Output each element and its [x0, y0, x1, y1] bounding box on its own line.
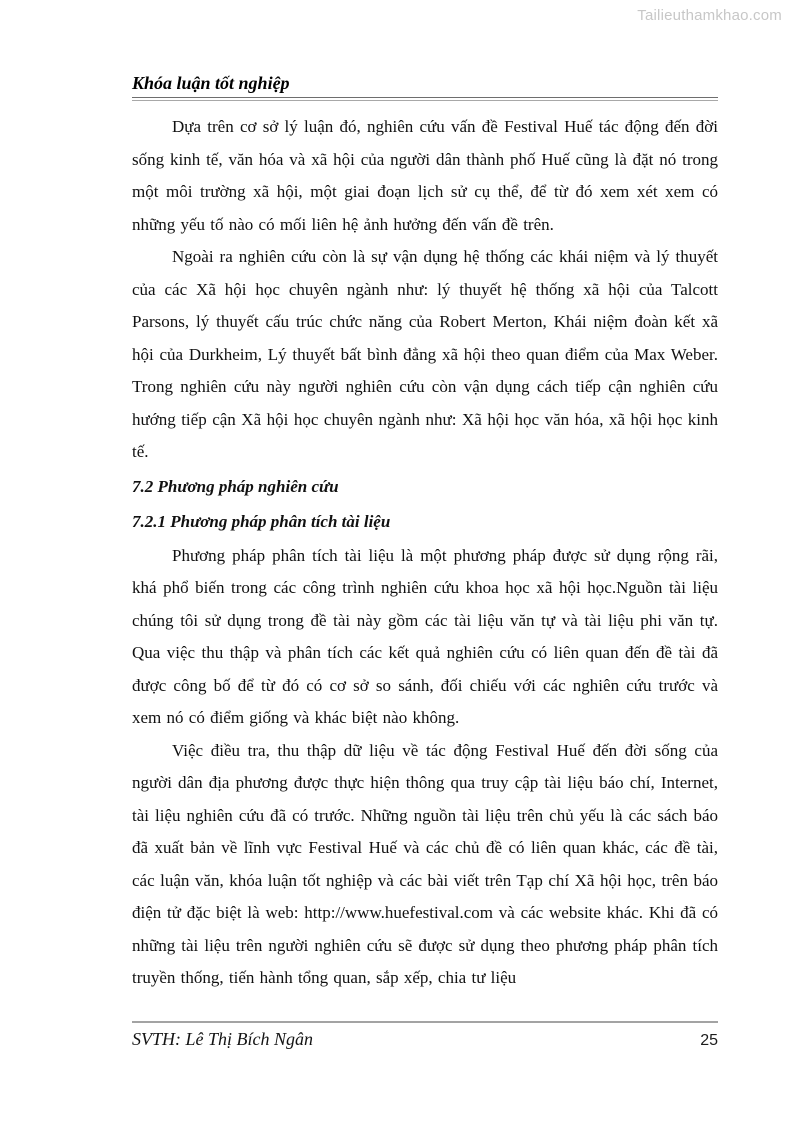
header-double-rule — [132, 97, 718, 101]
footer-author: SVTH: Lê Thị Bích Ngân — [132, 1029, 314, 1049]
document-body — [132, 111, 718, 995]
page-header-title: Khóa luận tốt nghiệp — [132, 73, 290, 93]
section-heading-7-2: 7.2 Phương pháp nghiên cứu — [132, 476, 339, 496]
section-heading-7-2-1: 7.2.1 Phương pháp phân tích tài liệu — [132, 511, 391, 531]
paragraph-2: Ngoài ra nghiên cứu còn là sự vận dụng hệ thống các khái niệm và lý thuyết của các Xã hội học chuyên ngành như: lý thuyết hệ thống xã hội của Talcott Parsons, lý thuyết cấu trúc chức năng của Robert Merton, Khái niệm đoàn kết xã hội của Durkheim, Lý thuyết bất bình đẳng xã hội theo quan điểm của Max Weber. Trong nghiên cứu này người nghiên cứu còn vận dụng cách tiếp cận nghiên cứu hướng tiếp cận Xã hội học chuyên ngành như: Xã hội học văn hóa, xã hội học kinh tế. — [132, 247, 718, 461]
page-number: 25 — [700, 1032, 718, 1049]
document-content — [132, 72, 718, 995]
site-watermark: Tailieuthamkhao.com — [637, 7, 782, 24]
paragraph-1: Dựa trên cơ sở lý luận đó, nghiên cứu vấn đề Festival Huế tác động đến đời sống kinh tế, văn hóa và xã hội của người dân thành phố Huế cũng là đặt nó trong một môi trường xã hội, một giai đoạn lịch sử cụ thể, để từ đó xem xét xem có những yếu tố nào có mối liên hệ ảnh hưởng đến vấn đề trên. — [132, 117, 718, 234]
paragraph-3: Phương pháp phân tích tài liệu là một phương pháp được sử dụng rộng rãi, khá phổ biến trong các công trình nghiên cứu khoa học xã hội học.Nguồn tài liệu chúng tôi sử dụng trong đề tài này gồm các tài liệu văn tự và tài liệu phi văn tự. Qua việc thu thập và phân tích các kết quả nghiên cứu có liên quan đến đề tài đã được công bố để từ đó có cơ sở so sánh, đối chiếu với các nghiên cứu trước và xem nó có điểm giống và khác biệt nào không. — [132, 545, 718, 727]
paragraph-4: Việc điều tra, thu thập dữ liệu về tác động Festival Huế đến đời sống của người dân địa phương được thực hiện thông qua truy cập tài liệu báo chí, Internet, tài liệu nghiên cứu đã có trước. Những nguồn tài liệu trên chủ yếu là các sách báo đã xuất bản về lĩnh vực Festival Huế và các chủ đề có liên quan khác, các đề tài, các luận văn, khóa luận tốt nghiệp và các bài viết trên Tạp chí Xã hội học, trên báo điện tử đặc biệt là web: http://www.huefestival.com và các website khác. Khi đã có những tài liệu trên người nghiên cứu sẽ được sử dụng theo phương pháp phân tích truyền thống, tiến hành tổng quan, sắp xếp, chia tư liệu — [132, 740, 718, 987]
page-footer — [132, 1021, 718, 1050]
